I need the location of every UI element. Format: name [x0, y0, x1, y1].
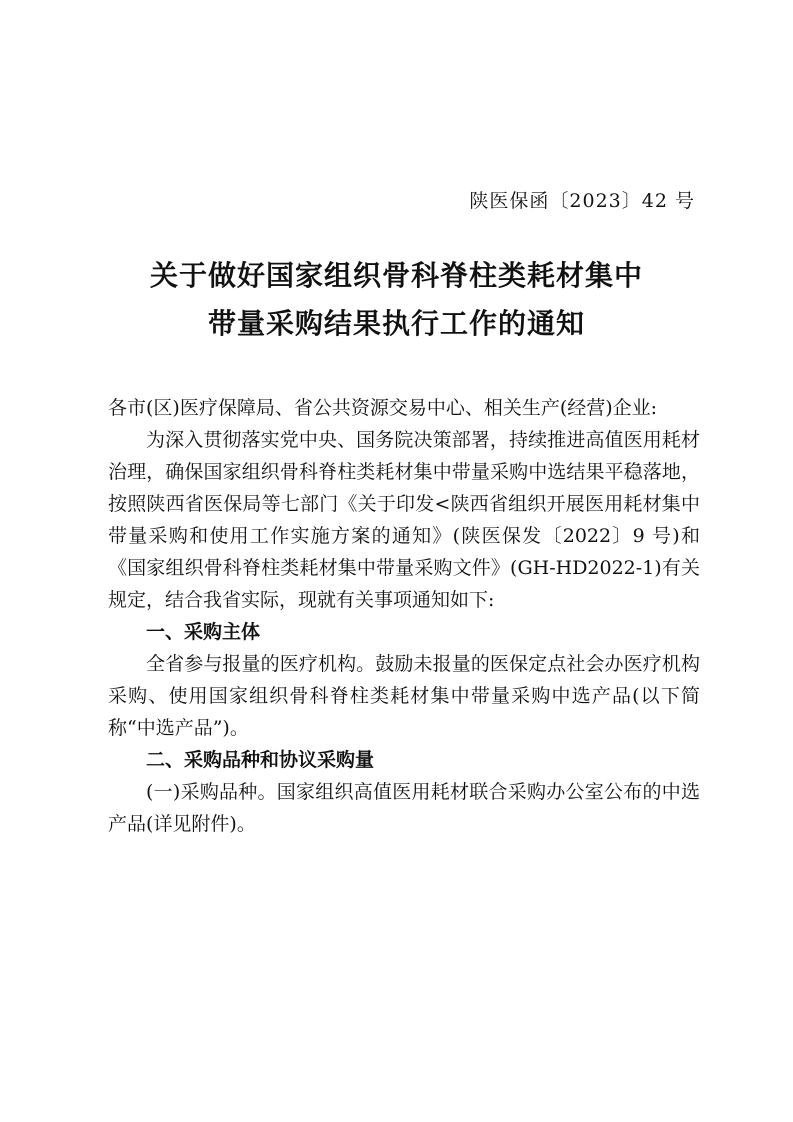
- document-number: 陕医保函〔2023〕42 号: [469, 190, 695, 212]
- title-line-2: 带量采购结果执行工作的通知: [207, 307, 585, 340]
- salutation: 各市(区)医疗保障局、省公共资源交易中心、相关生产(经营)企业:: [108, 397, 658, 419]
- section-2-heading: 二、采购品种和协议采购量: [146, 749, 375, 771]
- intro-paragraph: 为深入贯彻落实党中央、国务院决策部署，持续推进高值医用耗材治理，确保国家组织骨科脊柱类耗材集中带量采购中选结果平稳落地，按照陕西省医保局等七部门《关于印发<陕西省组织开展医用耗材集中带量采购和使用工作实施方案的通知》(陕医保发〔2022〕9 号)和《国家组织骨科脊柱类耗材集中带量采购文件》(GH-HD2022-1)有关规定，结合我省实际，现就有关事项通知如下:: [108, 429, 700, 611]
- title-line-1: 关于做好国家组织骨科脊柱类耗材集中: [149, 259, 643, 292]
- document-title: [0, 252, 793, 348]
- section-2-item-1: (一)采购品种。国家组织高值医用耗材联合采购办公室公布的中选产品(详见附件)。: [108, 781, 700, 835]
- document-body: [108, 392, 700, 840]
- section-1-heading: 一、采购主体: [146, 621, 261, 643]
- section-1-paragraph: 全省参与报量的医疗机构。鼓励未报量的医保定点社会办医疗机构采购、使用国家组织骨科脊柱类耗材集中带量采购中选产品(以下简称“中选产品”)。: [108, 653, 700, 739]
